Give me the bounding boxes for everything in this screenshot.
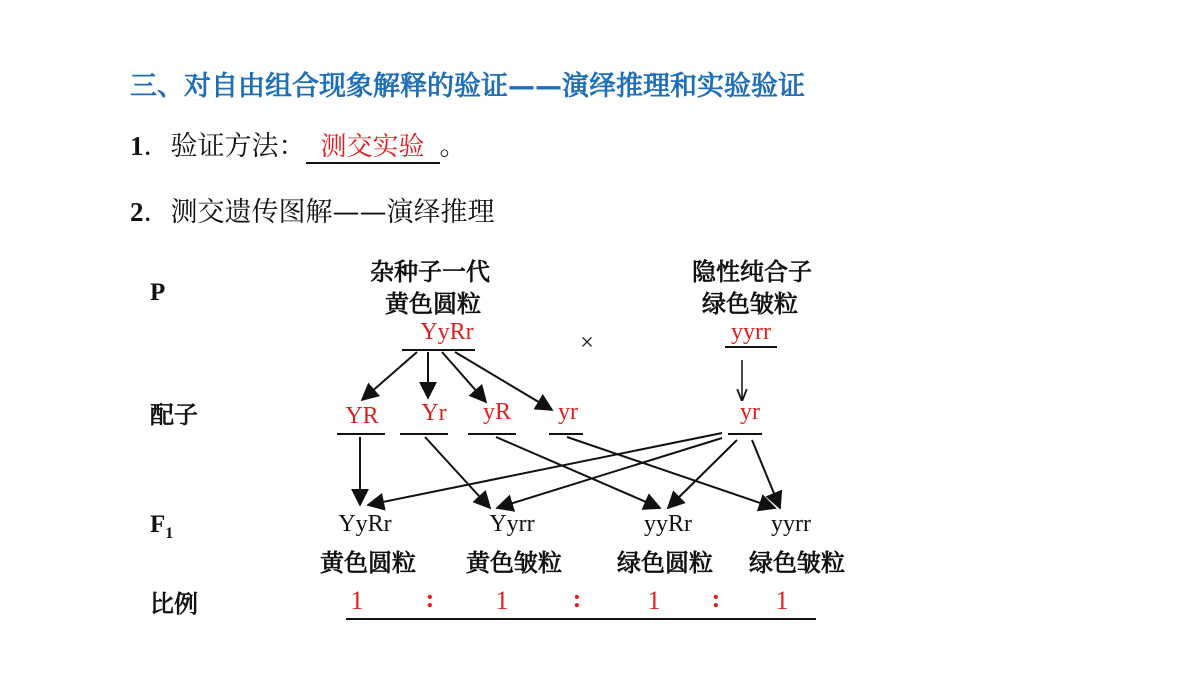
parent1-genotype: YyRr bbox=[420, 319, 474, 345]
ratio-separator-3: : bbox=[711, 584, 721, 613]
arrow-yR-to-yyRr bbox=[496, 437, 660, 508]
gamete-yr-left: yr bbox=[558, 399, 578, 425]
arrow-yr-to-yyrr-right bbox=[752, 440, 780, 508]
method-answer: 测交实验 bbox=[306, 132, 440, 164]
section-heading: 三、对自由组合现象解释的验证——演绎推理和实验验证 bbox=[130, 71, 805, 102]
parent1-desc-line2: 黄色圆粒 bbox=[385, 290, 481, 318]
offspring-genotype-2: Yyrr bbox=[489, 511, 535, 537]
gamete-Yr: Yr bbox=[421, 400, 447, 426]
item-number-2: 2 bbox=[130, 197, 144, 227]
method-suffix: 。 bbox=[439, 131, 467, 162]
row-label-ratio: 比例 bbox=[150, 590, 198, 618]
gamete-yr-right: yr bbox=[740, 399, 760, 425]
parent2-genotype: yyrr bbox=[731, 319, 771, 345]
offspring-phenotype-4: 绿色皱粒 bbox=[749, 549, 845, 577]
diagram-caption: ．测交遗传图解——演绎推理 bbox=[143, 197, 495, 228]
method-label: ．验证方法： bbox=[143, 131, 306, 162]
parent2-desc-line1: 隐性纯合子 bbox=[692, 258, 812, 286]
arrow-yr-to-Yyrr bbox=[497, 438, 722, 508]
offspring-phenotype-1: 黄色圆粒 bbox=[320, 549, 416, 577]
parent2-desc-line2: 绿色皱粒 bbox=[702, 290, 798, 318]
row-label-gamete: 配子 bbox=[150, 401, 198, 429]
row-label-f1 bbox=[150, 511, 173, 542]
ratio-value-2: 1 bbox=[495, 586, 509, 615]
arrow-Yr-to-Yyrr bbox=[425, 437, 490, 508]
ratio-separator-1: : bbox=[425, 584, 435, 613]
cross-symbol: × bbox=[580, 330, 594, 356]
ratio-value-1: 1 bbox=[350, 586, 364, 615]
ratio-separator-2: : bbox=[572, 584, 582, 613]
arrow-yr-to-YyRr bbox=[368, 433, 722, 505]
gamete-YR: YR bbox=[345, 403, 379, 429]
row-label-f1-sub: 1 bbox=[165, 525, 174, 542]
arrow-p1-to-YR bbox=[362, 352, 417, 400]
parent1-desc-line1: 杂种子一代 bbox=[370, 258, 490, 286]
arrow-yr-to-yyrr-left bbox=[567, 437, 775, 508]
offspring-genotype-4: yyrr bbox=[771, 511, 811, 537]
arrow-p1-to-yR bbox=[442, 352, 486, 402]
row-label-f1-main: F bbox=[150, 511, 166, 538]
offspring-genotype-1: YyRr bbox=[338, 511, 392, 537]
item-number-1: 1 bbox=[130, 131, 144, 161]
gamete-yR: yR bbox=[482, 399, 512, 425]
ratio-value-4: 1 bbox=[775, 586, 789, 615]
offspring-phenotype-2: 黄色皱粒 bbox=[466, 549, 562, 577]
row-label-p: P bbox=[150, 279, 166, 306]
ratio-value-3: 1 bbox=[647, 586, 661, 615]
offspring-phenotype-3: 绿色圆粒 bbox=[617, 549, 713, 577]
offspring-genotype-3: yyRr bbox=[644, 511, 692, 537]
